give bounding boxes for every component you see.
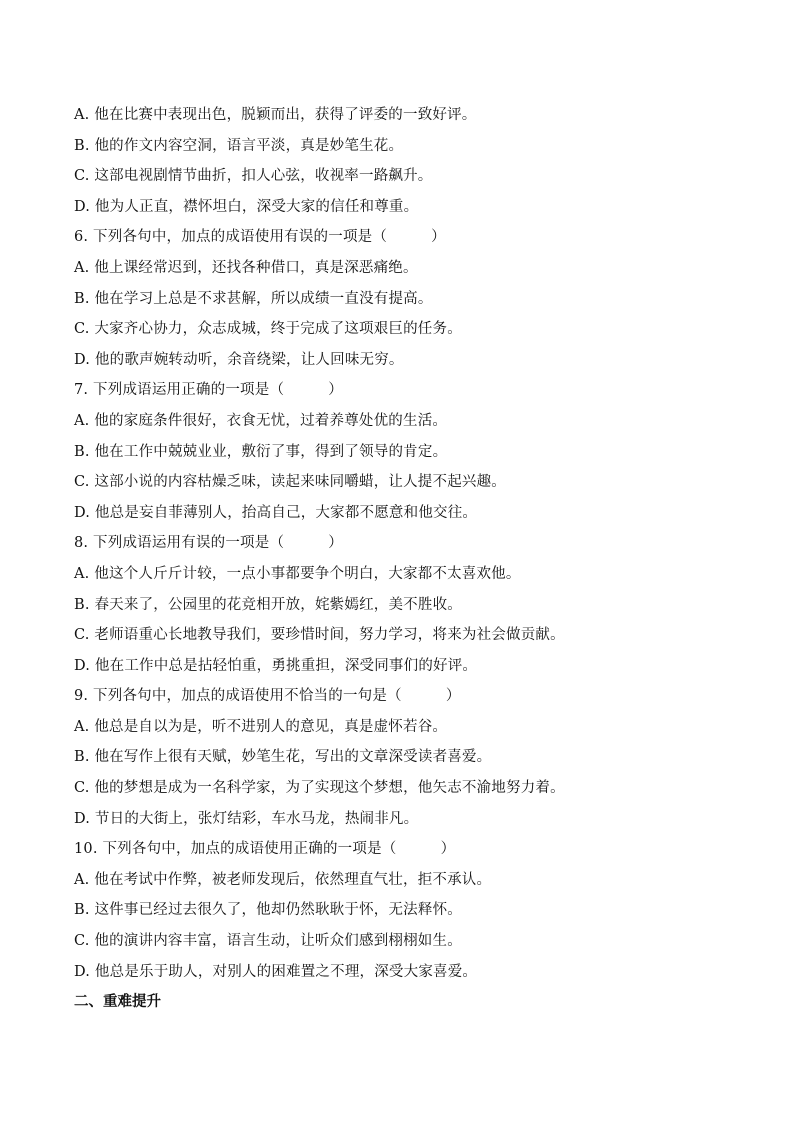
option-c-q6: C. 大家齐心协力，众志成城，终于完成了这项艰巨的任务。 [74,321,462,338]
option-b-q10: B. 这件事已经过去很久了，他却仍然耿耿于怀，无法释怀。 [74,902,462,919]
option-a-q5: A. 他在比赛中表现出色，脱颖而出，获得了评委的一致好评。 [74,107,477,123]
option-d-q6: D. 他的歌声婉转动听，余音绕梁，让人回味无穷。 [74,351,404,368]
option-d-q10: D. 他总是乐于助人，对别人的困难置之不理，深受大家喜爱。 [74,963,478,980]
option-b-q9: B. 他在写作上很有天赋，妙笔生花，写出的文章深受读者喜爱。 [74,749,492,766]
option-b-q7: B. 他在工作中兢兢业业，敷衍了事，得到了领导的肯定。 [74,443,448,460]
option-c-q9: C. 他的梦想是成为一名科学家，为了实现这个梦想，他矢志不渝地努力着。 [74,780,565,797]
option-d-q5: D. 他为人正直，襟怀坦白，深受大家的信任和尊重。 [74,198,419,215]
option-a-q10: A. 他在考试中作弊，被老师发现后，依然理直气壮，拒不承认。 [74,871,492,888]
document-body [74,100,734,1018]
question-7: 7. 下列成语运用正确的一项是（ ） [74,382,343,399]
option-b-q5: B. 他的作文内容空洞，语言平淡，真是妙笔生花。 [74,137,404,154]
option-c-q7: C. 这部小说的内容枯燥乏味，读起来味同嚼蜡，让人提不起兴趣。 [74,474,506,491]
option-b-q8: B. 春天来了，公园里的花竞相开放，姹紫嫣红，美不胜收。 [74,596,462,613]
question-10: 10. 下列各句中，加点的成语使用正确的一项是（ ） [74,841,456,858]
section-title: 二、重难提升 [74,994,161,1011]
question-9: 9. 下列各句中，加点的成语使用不恰当的一句是（ ） [74,688,461,705]
option-d-q8: D. 他在工作中总是拈轻怕重，勇挑重担，深受同事们的好评。 [74,657,478,674]
question-6: 6. 下列各句中，加点的成语使用有误的一项是（ ） [74,229,446,246]
option-b-q6: B. 他在学习上总是不求甚解，所以成绩一直没有提高。 [74,290,433,307]
option-a-q6: A. 他上课经常迟到，还找各种借口，真是深恶痛绝。 [74,259,418,276]
option-a-q9: A. 他总是自以为是，听不进别人的意见，真是虚怀若谷。 [74,718,448,735]
option-a-q7: A. 他的家庭条件很好，衣食无忧，过着养尊处优的生活。 [74,412,448,429]
option-d-q7: D. 他总是妄自菲薄别人，抬高自己，大家都不愿意和他交往。 [74,504,478,521]
option-a-q8: A. 他这个人斤斤计较，一点小事都要争个明白，大家都不太喜欢他。 [74,565,521,582]
option-c-q5: C. 这部电视剧情节曲折，扣人心弦，收视率一路飙升。 [74,168,433,185]
option-d-q9: D. 节日的大街上，张灯结彩，车水马龙，热闹非凡。 [74,810,419,827]
option-c-q8: C. 老师语重心长地教导我们，要珍惜时间，努力学习，将来为社会做贡献。 [74,627,565,644]
option-c-q10: C. 他的演讲内容丰富，语言生动，让听众们感到栩栩如生。 [74,933,462,950]
question-8: 8. 下列成语运用有误的一项是（ ） [74,535,343,552]
